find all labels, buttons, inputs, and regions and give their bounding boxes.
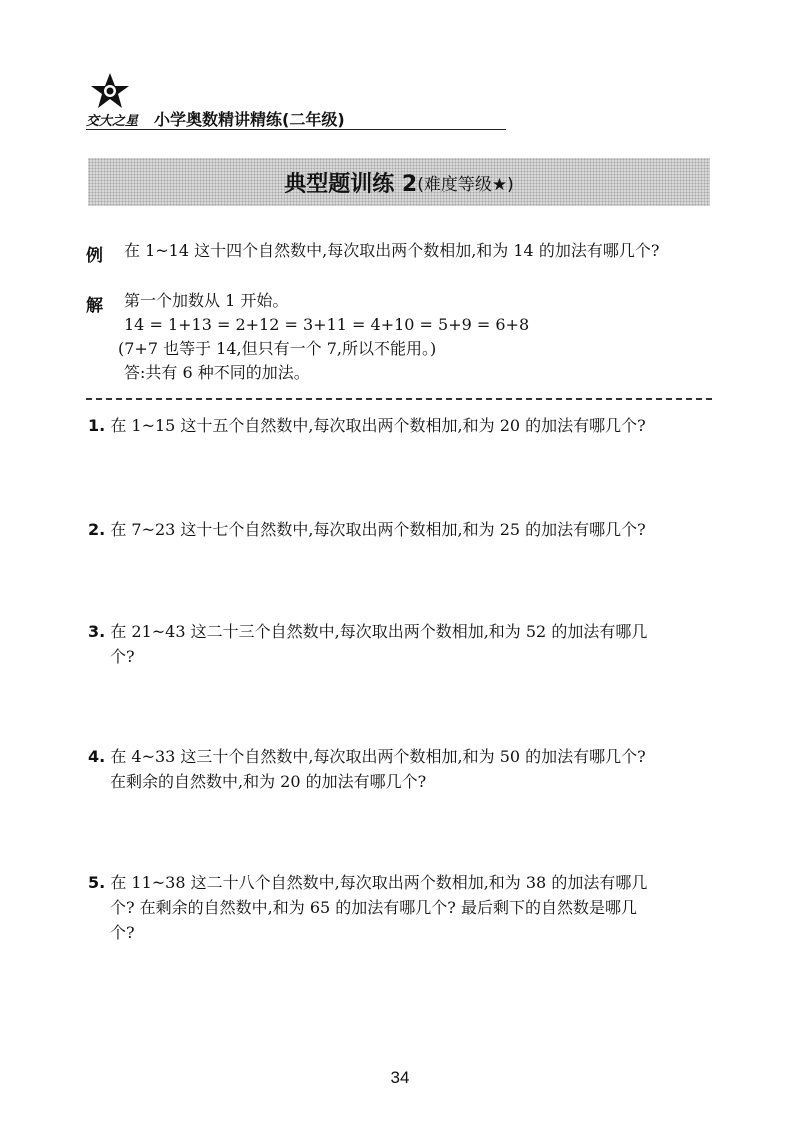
question-1 bbox=[88, 415, 646, 437]
question-2 bbox=[88, 519, 646, 541]
header-divider bbox=[86, 129, 506, 130]
solution-answer: 答:共有 6 种不同的加法。 bbox=[124, 363, 310, 382]
example-label: 例 bbox=[86, 246, 103, 266]
solution-line: 第一个加数从 1 开始。 bbox=[124, 291, 289, 310]
example-question: 在 1~14 这十四个自然数中,每次取出两个数相加,和为 14 的加法有哪几个? bbox=[124, 241, 660, 260]
page-header bbox=[86, 72, 506, 132]
question-number: 3. bbox=[88, 622, 106, 641]
question-text: 在 4~33 这三十个自然数中,每次取出两个数相加,和为 50 的加法有哪几个? bbox=[110, 747, 646, 766]
solution-label: 解 bbox=[86, 296, 103, 316]
question-text: 在 1~15 这十五个自然数中,每次取出两个数相加,和为 20 的加法有哪几个? bbox=[110, 416, 646, 435]
question-5-cont: 个? 在剩余的自然数中,和为 65 的加法有哪几个? 最后剩下的自然数是哪几 bbox=[110, 898, 637, 917]
solution-line: (7+7 也等于 14,但只有一个 7,所以不能用。) bbox=[118, 339, 437, 358]
solution-line: 14 = 1+13 = 2+12 = 3+11 = 4+10 = 5+9 = 6+8 bbox=[124, 315, 530, 334]
question-3-cont: 个? bbox=[110, 647, 135, 666]
book-title: 小学奥数精讲精练(二年级) bbox=[154, 110, 345, 129]
section-title: 典型题训练 2 bbox=[284, 171, 418, 197]
star-icon bbox=[90, 72, 130, 110]
section-banner bbox=[88, 158, 710, 206]
question-number: 4. bbox=[88, 747, 106, 766]
question-4-cont: 在剩余的自然数中,和为 20 的加法有哪几个? bbox=[110, 772, 427, 791]
question-3 bbox=[88, 621, 647, 643]
difficulty-label: (难度等级★) bbox=[417, 174, 514, 195]
question-4 bbox=[88, 746, 646, 768]
page-number: 34 bbox=[390, 1068, 410, 1087]
dashed-divider bbox=[86, 398, 712, 400]
question-number: 1. bbox=[88, 416, 106, 435]
question-text: 在 21~43 这二十三个自然数中,每次取出两个数相加,和为 52 的加法有哪几 bbox=[110, 622, 648, 641]
question-text: 在 7~23 这十七个自然数中,每次取出两个数相加,和为 25 的加法有哪几个? bbox=[110, 520, 646, 539]
question-number: 5. bbox=[88, 873, 106, 892]
brand-name: 交大之星 bbox=[86, 114, 139, 129]
question-text: 在 11~38 这二十八个自然数中,每次取出两个数相加,和为 38 的加法有哪几 bbox=[110, 873, 648, 892]
question-5 bbox=[88, 872, 647, 894]
question-5-cont: 个? bbox=[110, 923, 135, 942]
question-number: 2. bbox=[88, 520, 106, 539]
